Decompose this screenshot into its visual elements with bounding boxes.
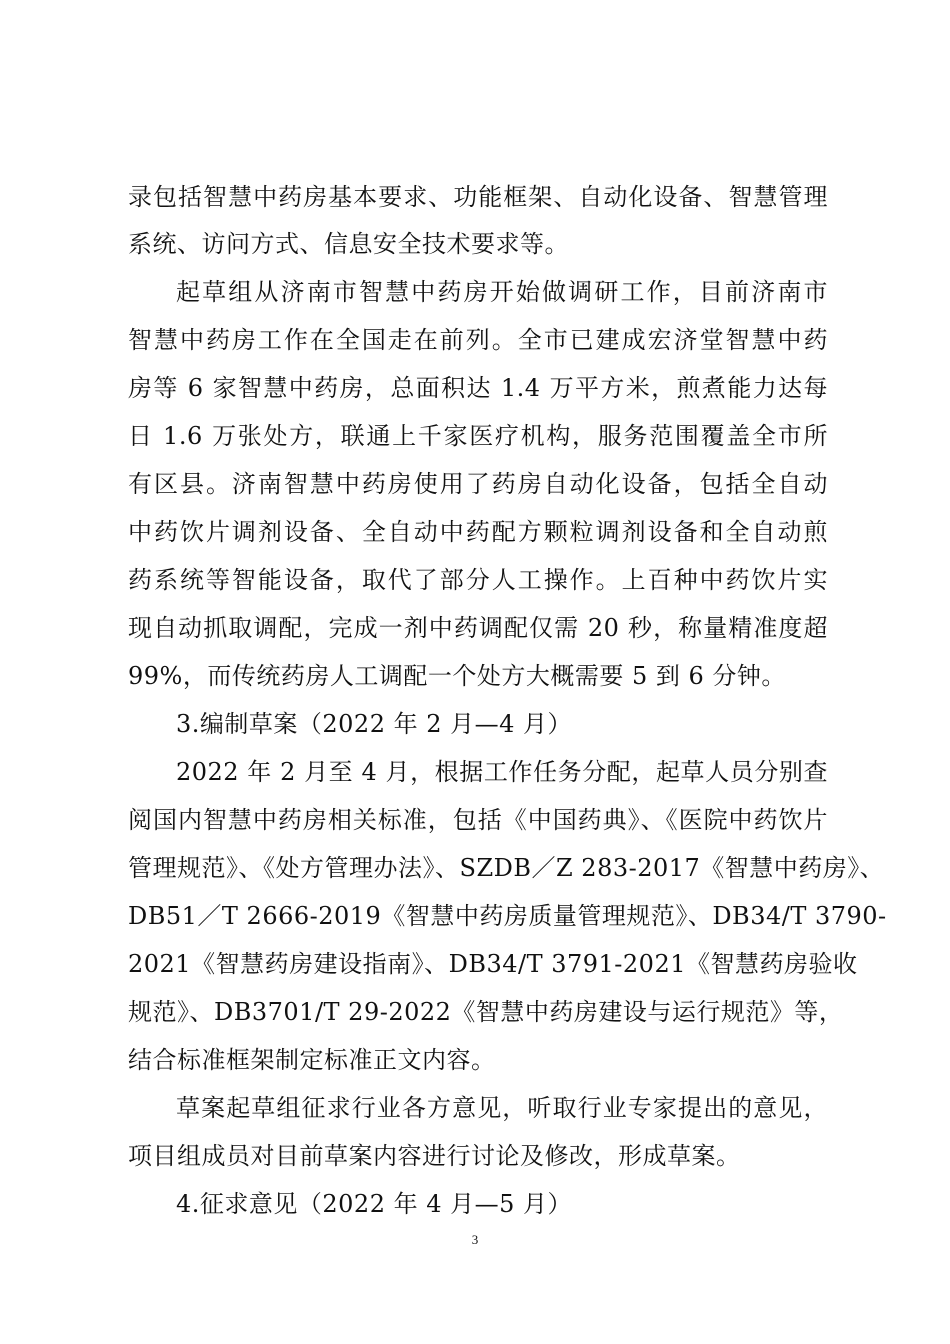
paragraph-line: 现自动抓取调配，完成一剂中药调配仅需 20 秒，称量精准度超 bbox=[128, 614, 828, 642]
paragraph-line: DB51／T 2666-2019《智慧中药房质量管理规范》、DB34/T 3790- bbox=[128, 902, 887, 930]
section-heading: 4.征求意见（2022 年 4 月—5 月） bbox=[176, 1190, 573, 1218]
paragraph-line: 2022 年 2 月至 4 月，根据工作任务分配，起草人员分别查 bbox=[176, 758, 828, 786]
paragraph-line: 规范》、DB3701/T 29-2022《智慧中药房建设与运行规范》等， bbox=[128, 998, 844, 1026]
paragraph-line: 有区县。济南智慧中药房使用了药房自动化设备，包括全自动 bbox=[128, 470, 828, 498]
paragraph-line: 日 1.6 万张处方，联通上千家医疗机构，服务范围覆盖全市所 bbox=[128, 422, 828, 450]
paragraph-line: 草案起草组征求行业各方意见，听取行业专家提出的意见， bbox=[176, 1094, 828, 1122]
page-number: 3 bbox=[471, 1232, 479, 1247]
paragraph-line: 起草组从济南市智慧中药房开始做调研工作，目前济南市 bbox=[176, 278, 828, 306]
paragraph-line: 房等 6 家智慧中药房，总面积达 1.4 万平方米，煎煮能力达每 bbox=[128, 374, 828, 402]
paragraph-line: 结合标准框架制定标准正文内容。 bbox=[128, 1046, 496, 1074]
paragraph-line: 管理规范》、《处方管理办法》、SZDB／Z 283-2017《智慧中药房》、 bbox=[128, 854, 885, 882]
paragraph-line: 药系统等智能设备，取代了部分人工操作。上百种中药饮片实 bbox=[128, 566, 828, 594]
section-heading: 3.编制草案（2022 年 2 月—4 月） bbox=[176, 710, 573, 738]
paragraph-line: 录包括智慧中药房基本要求、功能框架、自动化设备、智慧管理 bbox=[128, 183, 828, 211]
paragraph-line: 99%，而传统药房人工调配一个处方大概需要 5 到 6 分钟。 bbox=[128, 662, 786, 690]
paragraph-line: 项目组成员对目前草案内容进行讨论及修改，形成草案。 bbox=[128, 1142, 741, 1170]
paragraph-line: 2021《智慧药房建设指南》、DB34/T 3791-2021《智慧药房验收 bbox=[128, 950, 858, 978]
paragraph-line: 智慧中药房工作在全国走在前列。全市已建成宏济堂智慧中药 bbox=[128, 326, 828, 354]
paragraph-line: 阅国内智慧中药房相关标准，包括《中国药典》、《医院中药饮片 bbox=[128, 806, 828, 834]
paragraph-line: 中药饮片调剂设备、全自动中药配方颗粒调剂设备和全自动煎 bbox=[128, 518, 828, 546]
paragraph-line: 系统、访问方式、信息安全技术要求等。 bbox=[128, 230, 569, 258]
